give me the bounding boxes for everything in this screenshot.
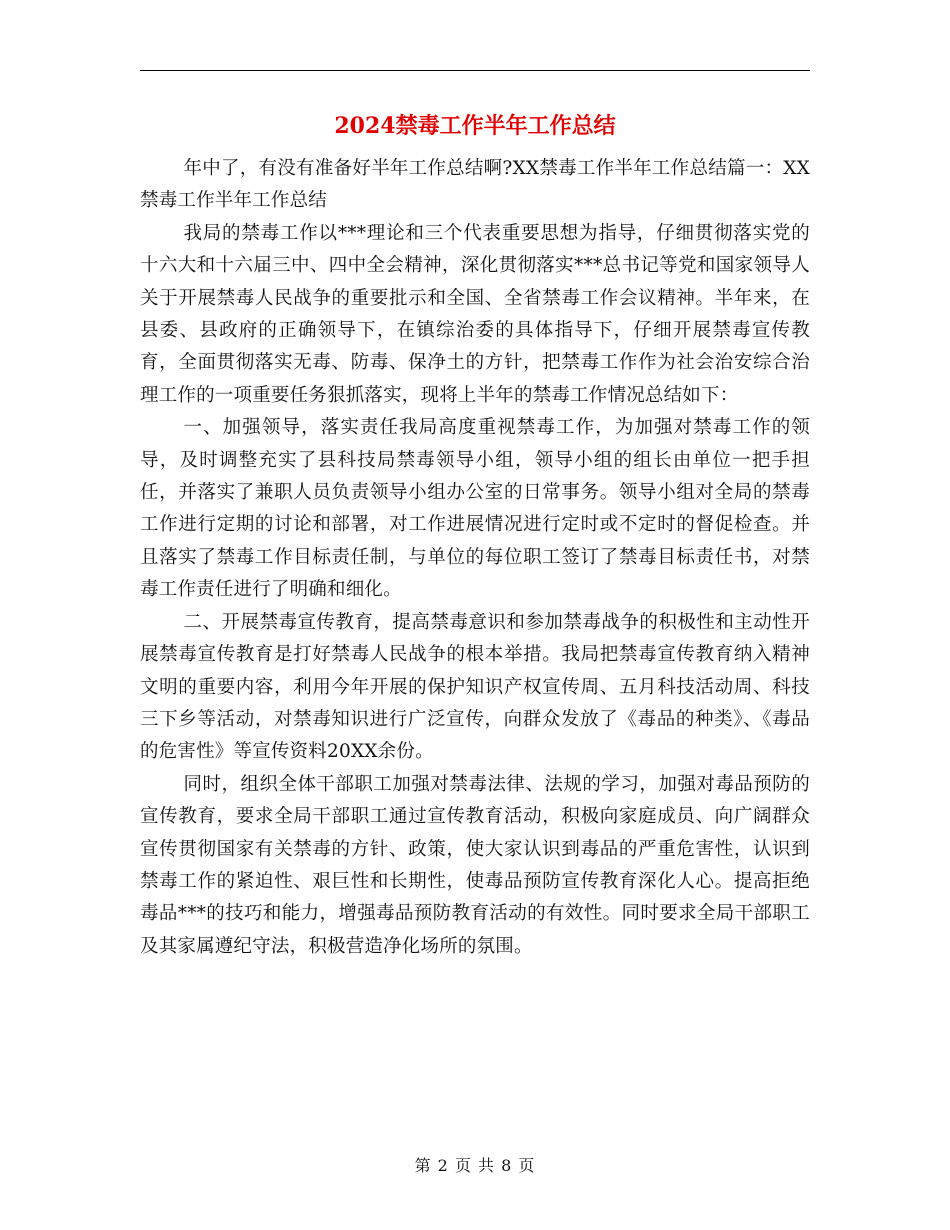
document-body bbox=[140, 153, 810, 963]
paragraph-intro: 年中了，有没有准备好半年工作总结啊?XX禁毒工作半年工作总结篇一：XX禁毒工作半年工作总结 bbox=[140, 158, 810, 212]
paragraph-section-one-leadership: 一、加强领导，落实责任我局高度重视禁毒工作，为加强对禁毒工作的领导，及时调整充实了县科技局禁毒领导小组，领导小组的组长由单位一把手担任，并落实了兼职人员负责领导小组办公室的日常事务。领导小组对全局的禁毒工作进行定期的讨论和部署，对工作进展情况进行定时或不定时的督促检查。并且落实了禁毒工作目标责任制，与单位的每位职工签订了禁毒目标责任书，对禁毒工作责任进行了明确和细化。 bbox=[140, 417, 810, 601]
paragraph-section-two-education: 二、开展禁毒宣传教育，提高禁毒意识和参加禁毒战争的积极性和主动性开展禁毒宣传教育是打好禁毒人民战争的根本举措。我局把禁毒宣传教育纳入精神文明的重要内容，利用今年开展的保护知识产权宣传周、五月科技活动周、科技三下乡等活动，对禁毒知识进行广泛宣传，向群众发放了《毒品的种类》、《毒品的危害性》等宣传资料20XX余份。 bbox=[140, 611, 810, 763]
paragraph-guiding-principles: 我局的禁毒工作以***理论和三个代表重要思想为指导，仔细贯彻落实党的十六大和十六届三中、四中全会精神，深化贯彻落实***总书记等党和国家领导人关于开展禁毒人民战争的重要批示和全国、全省禁毒工作会议精神。半年来，在县委、县政府的正确领导下，在镇综治委的具体指导下，仔细开展禁毒宣传教育，全面贯彻落实无毒、防毒、保净土的方针，把禁毒工作作为社会治安综合治理工作的一项重要任务狠抓落实，现将上半年的禁毒工作情况总结如下： bbox=[140, 222, 810, 406]
paragraph-concurrent-study: 同时，组织全体干部职工加强对禁毒法律、法规的学习，加强对毒品预防的宣传教育，要求全局干部职工通过宣传教育活动，积极向家庭成员、向广阔群众宣传贯彻国家有关禁毒的方针、政策，使大家认识到毒品的严重危害性，认识到禁毒工作的紧迫性、艰巨性和长期性，使毒品预防宣传教育深化人心。提高拒绝毒品***的技巧和能力，增强毒品预防教育活动的有效性。同时要求全局干部职工及其家属遵纪守法，积极营造净化场所的氛围。 bbox=[140, 773, 810, 957]
document-title: 2024禁毒工作半年工作总结 bbox=[334, 113, 616, 139]
page-number: 第 2 页 共 8 页 bbox=[414, 1156, 536, 1175]
header-rule bbox=[140, 70, 810, 71]
